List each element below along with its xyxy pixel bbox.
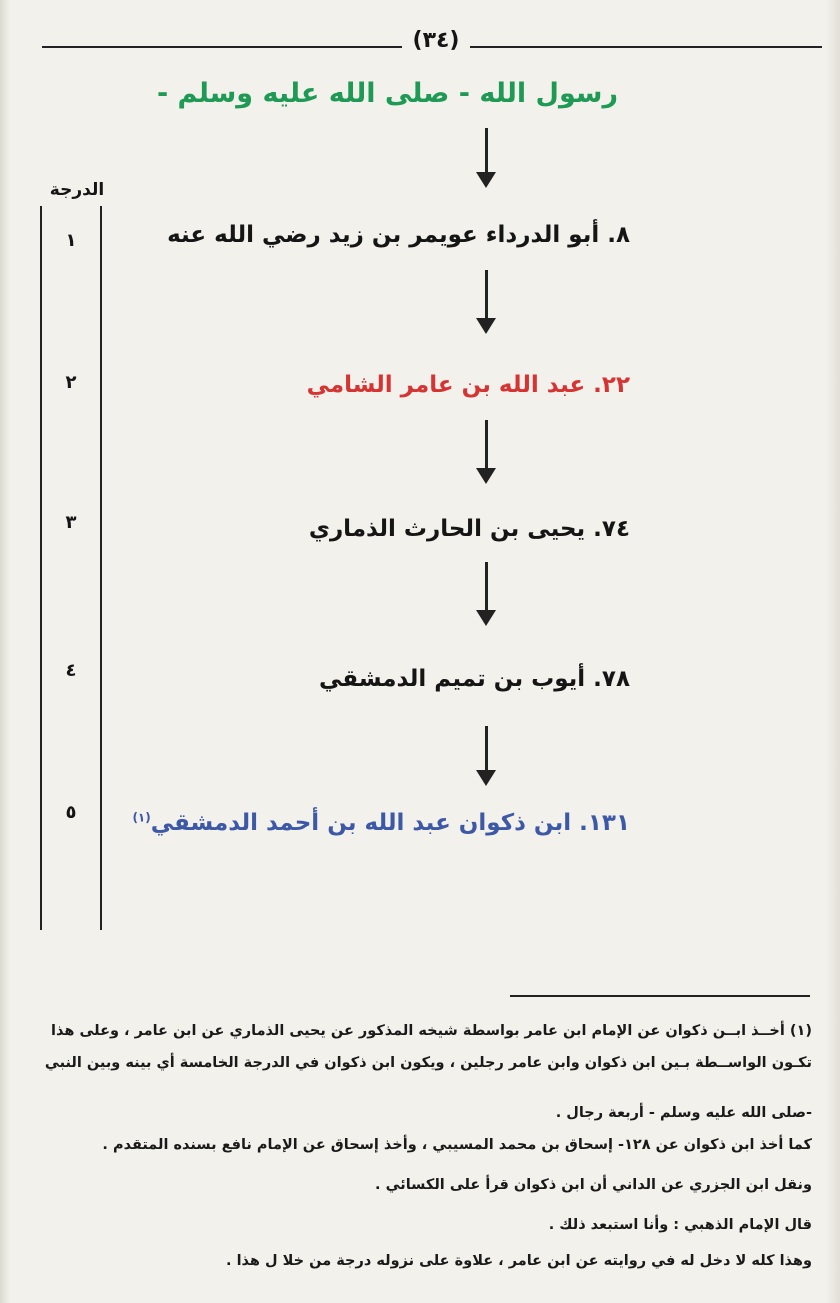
footnote-line-3: -صلى الله عليه وسلم - أربعة رجال . [555,1105,812,1121]
down-arrow-icon [476,270,496,334]
footnote-line-1: (١) أخــذ ابــن ذكوان عن الإمام ابن عامر بواسطة شيخه المذكور عن يحيى الذماري عن ابن عامر ، وعلى هذا [51,1023,812,1039]
header-rule-right [470,46,822,48]
footnote-line-7: وهذا كله لا دخل له في روايته عن ابن عامر ، علاوة على نزوله درجة من خلا ل هذا . [226,1253,812,1269]
down-arrow-icon [476,726,496,786]
chain-node-2: ٢٢. عبد الله بن عامر الشامي [306,372,630,398]
footnote-line-5: ونقل ابن الجزري عن الداني أن ابن ذكوان قرأ على الكسائي . [375,1177,812,1193]
down-arrow-icon [476,128,496,188]
chain-node-5-label: ١٣١. ابن ذكوان عبد الله بن أحمد الدمشقي [150,810,630,836]
footnote-line-4: كما أخذ ابن ذكوان عن ١٢٨- إسحاق بن محمد المسيبي ، وأخذ إسحاق عن الإمام نافع بسنده المتقدم . [102,1137,812,1153]
chain-node-5 [132,810,630,836]
page-number: (٣٤) [412,28,460,53]
chain-node-1: ٨. أبو الدرداء عويمر بن زيد رضي الله عنه [167,222,630,248]
down-arrow-icon [476,562,496,626]
footnote-line-2: تكـون الواســطة بـين ابن ذكوان وابن عامر رجلين ، ويكون ابن ذكوان في الدرجة الخامسة أي بينه وبين النبي [44,1055,812,1071]
degree-value-3: ٣ [65,512,77,533]
degree-column-heading: الدرجة [49,180,105,200]
degree-value-2: ٢ [65,372,77,393]
degree-value-5: ٥ [65,802,77,823]
header-rule-left [42,46,402,48]
chain-top-title: رسول الله - صلى الله عليه وسلم - [156,78,618,109]
chain-node-4: ٧٨. أيوب بن تميم الدمشقي [319,666,630,692]
degree-column-line-left [40,206,42,930]
degree-value-1: ١ [65,230,77,251]
footnote-line-6: قال الإمام الذهبي : وأنا استبعد ذلك . [548,1217,812,1233]
degree-value-4: ٤ [65,660,77,681]
footnote-marker: (١) [132,810,151,825]
chain-node-3: ٧٤. يحيى بن الحارث الذماري [308,516,630,542]
page-edge-shadow [0,0,10,1303]
down-arrow-icon [476,420,496,484]
degree-column-line-right [100,206,102,930]
footnote-separator [510,995,810,997]
page-right-shadow [826,0,840,1303]
